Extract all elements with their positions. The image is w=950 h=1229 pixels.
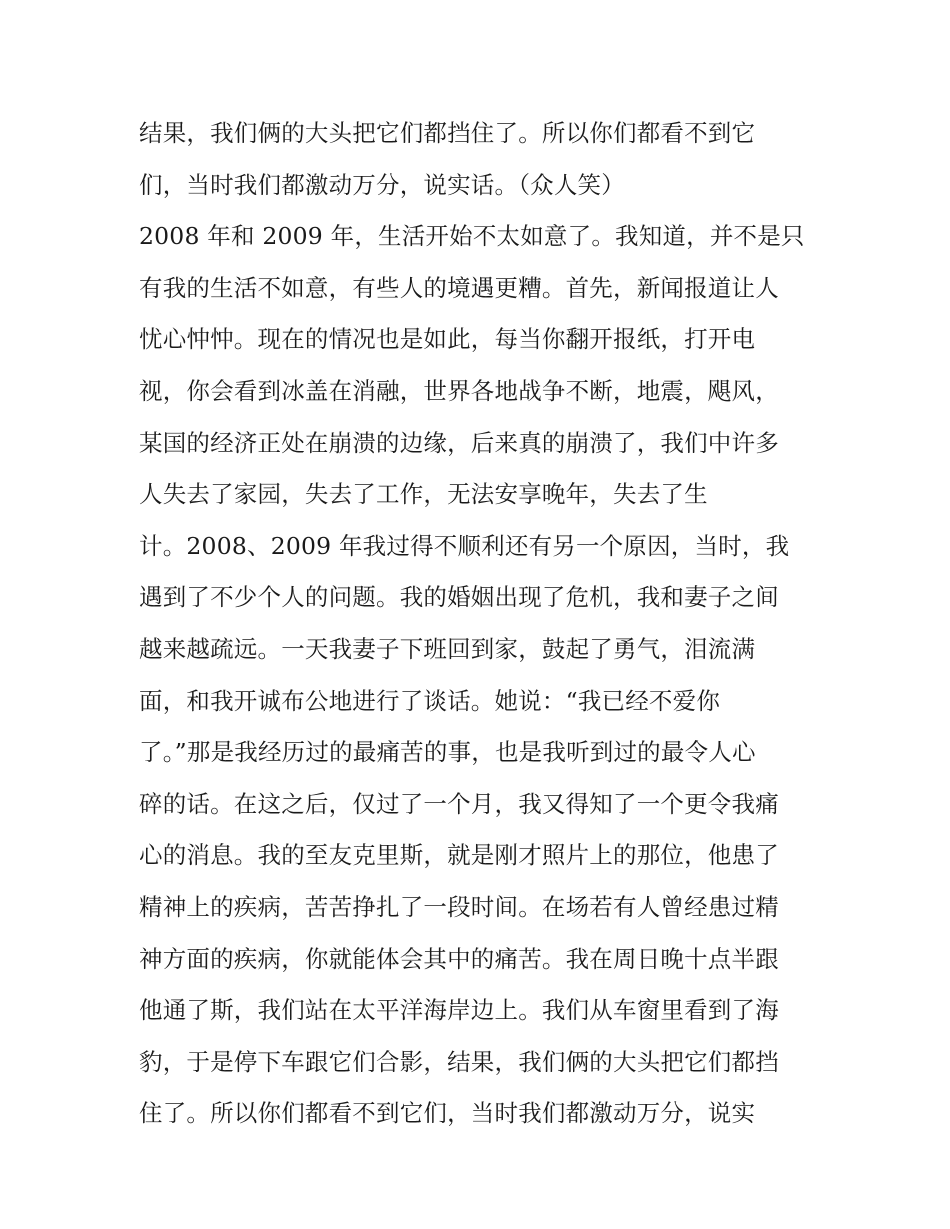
text-line: 面，和我开诚布公地进行了谈话。她说：“我已经不爱你 (139, 686, 721, 715)
text-line: 心的消息。我的至友克里斯，就是刚才照片上的那位，他患了 (139, 841, 779, 870)
text-line: 忧心忡忡。现在的情况也是如此，每当你翻开报纸，打开电 (139, 325, 756, 354)
text-line: 视，你会看到冰盖在消融，世界各地战争不断，地震，飓风， (139, 376, 779, 405)
text-line: 有我的生活不如意，有些人的境遇更糟。首先，新闻报道让人 (139, 273, 779, 302)
text-line: 豹，于是停下车跟它们合影，结果，我们俩的大头把它们都挡 (139, 1047, 779, 1076)
text-line: 们，当时我们都激动万分，说实话。（众人笑） (139, 170, 625, 199)
body-text (139, 108, 829, 1140)
text-line: 住了。所以你们都看不到它们，当时我们都激动万分，说实 (139, 1099, 756, 1128)
text-line: 越来越疏远。一天我妻子下班回到家，鼓起了勇气，泪流满 (139, 634, 756, 663)
text-line: 计。2008、2009 年我过得不顺利还有另一个原因，当时，我 (139, 531, 790, 560)
text-line: 神方面的疾病，你就能体会其中的痛苦。我在周日晚十点半跟 (139, 944, 779, 973)
text-line: 结果，我们俩的大头把它们都挡住了。所以你们都看不到它 (139, 119, 756, 147)
text-line: 精神上的疾病，苦苦挣扎了一段时间。在场若有人曾经患过精 (139, 892, 779, 921)
text-line: 他通了斯，我们站在太平洋海岸边上。我们从车窗里看到了海 (139, 996, 779, 1025)
text-line: 人失去了家园，失去了工作，无法安享晚年，失去了生 (139, 480, 708, 509)
text-line: 碎的话。在这之后，仅过了一个月，我又得知了一个更令我痛 (139, 789, 779, 818)
text-line: 某国的经济正处在崩溃的边缘，后来真的崩溃了，我们中许多 (139, 428, 779, 457)
text-line: 了。”那是我经历过的最痛苦的事，也是我听到过的最令人心 (139, 738, 756, 767)
text-line: 2008 年和 2009 年，生活开始不太如意了。我知道，并不是只 (139, 222, 805, 251)
text-line: 遇到了不少个人的问题。我的婚姻出现了危机，我和妻子之间 (139, 583, 779, 612)
